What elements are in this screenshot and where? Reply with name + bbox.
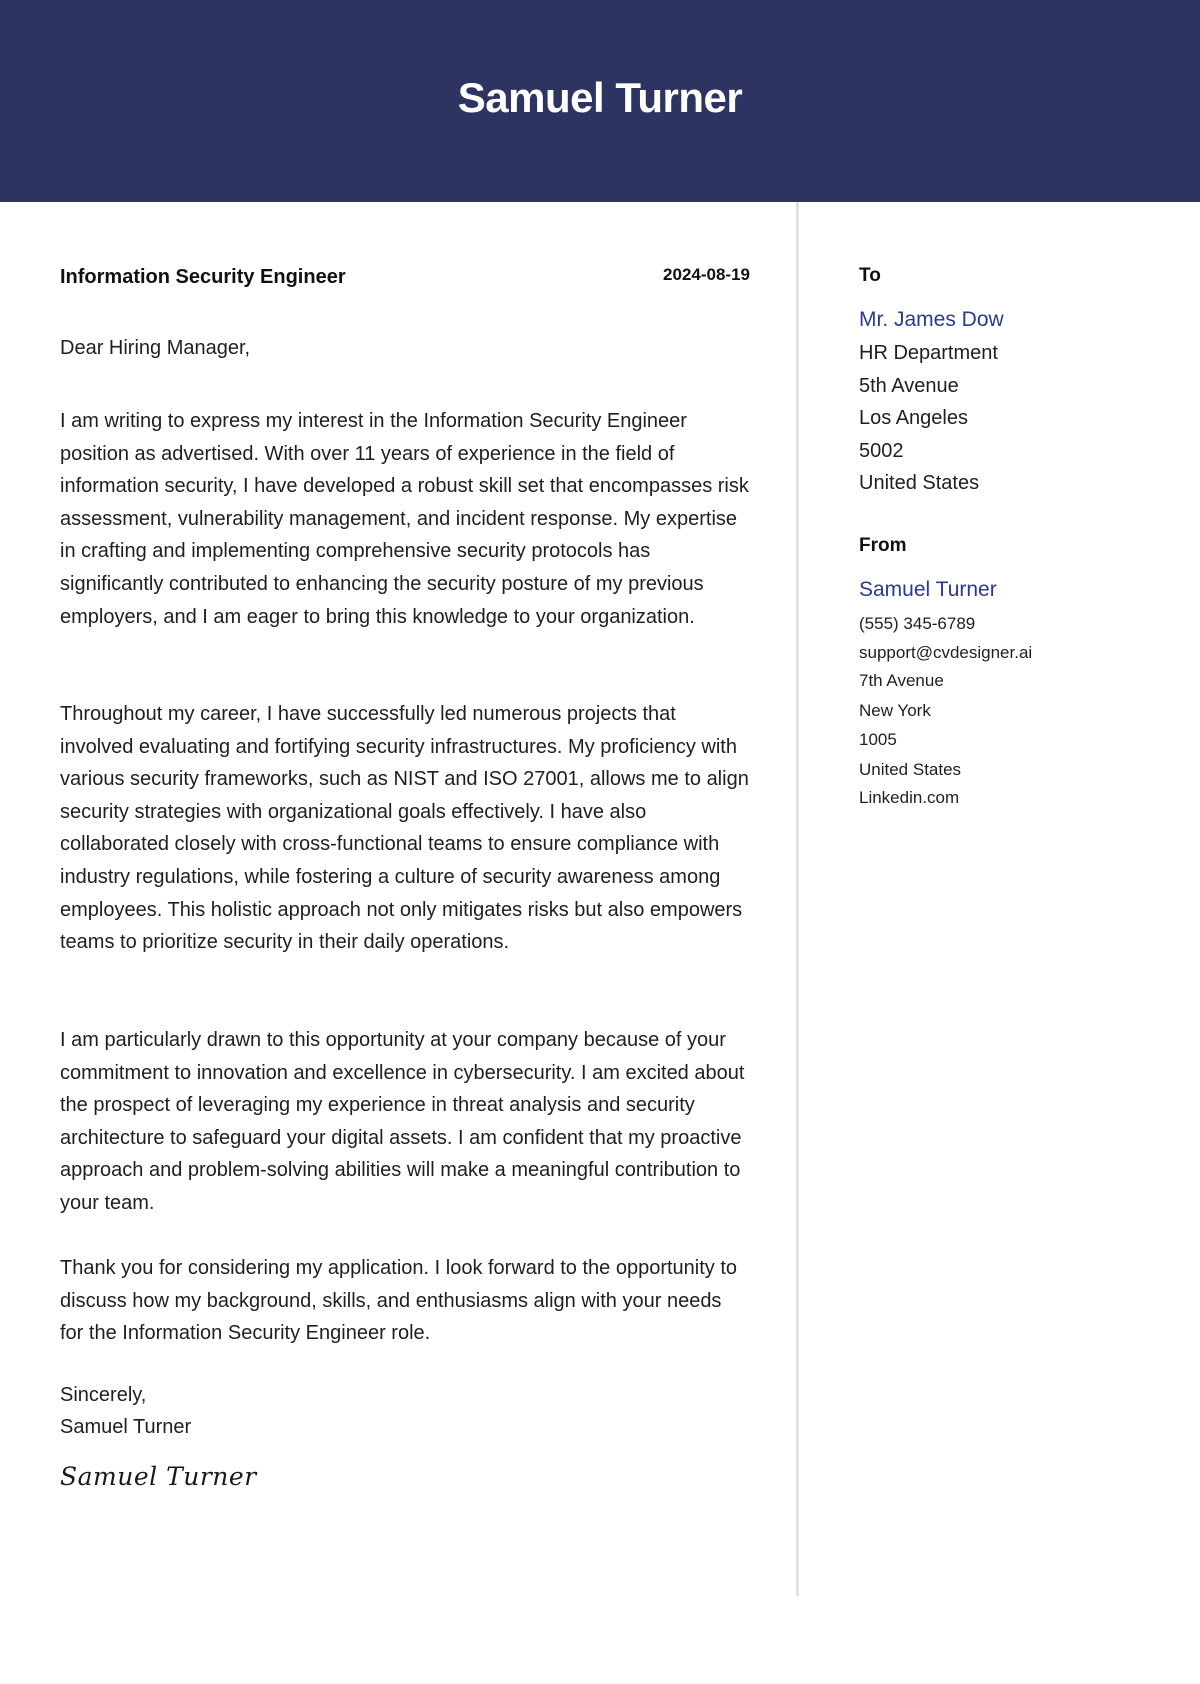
paragraph-1: I am writing to express my interest in the Information Security Engineer position as advertised. With over 11 years of experience in the field of information security, I have developed a robust skill set that encompasses risk assessment, vulnerability management, and incident response. My expertise in crafting and implementing comprehensive security protocols has significantly contributed to enhancing the security posture of my previous employers, and I am eager to bring this knowledge to your organization. — [60, 410, 749, 628]
recipient-street: 5th Avenue — [859, 375, 959, 397]
closing-block — [60, 1379, 191, 1443]
from-label: From — [859, 535, 907, 556]
salutation: Dear Hiring Manager, — [60, 337, 251, 359]
signature: Samuel Turner — [60, 1462, 257, 1491]
header-banner — [0, 0, 1200, 202]
paragraph-4: Thank you for considering my application. I look forward to the opportunity to discuss how my background, skills, and enthusiasms align with your needs for the Information Security Engineer role. — [60, 1257, 738, 1345]
job-row — [60, 262, 750, 294]
sender-country: United States — [859, 760, 962, 779]
paragraph-3: I am particularly drawn to this opportunity at your company because of your commitment to innovation and excellence in cybersecurity. I am excited about the prospect of leveraging my experience in threat analysis and security architecture to safeguard your digital assets. I am confident that my proactive approach and problem-solving abilities will make a meaningful contribution to your team. — [60, 1029, 745, 1214]
letter-date: 2024-08-19 — [663, 265, 750, 284]
recipient-city: Los Angeles — [859, 407, 968, 429]
sender-street: 7th Avenue — [859, 671, 944, 690]
closing-name: Samuel Turner — [60, 1416, 192, 1438]
sender-website: Linkedin.com — [859, 788, 960, 807]
job-title: Information Security Engineer — [60, 266, 346, 288]
letter-body — [60, 262, 750, 1491]
recipient-zip: 5002 — [859, 440, 904, 462]
sender-name: Samuel Turner — [859, 578, 997, 601]
sender-phone: (555) 345-6789 — [859, 614, 976, 633]
closing-phrase: Sincerely, — [60, 1384, 147, 1406]
sender-zip: 1005 — [859, 730, 897, 749]
sender-city: New York — [859, 701, 931, 720]
recipient-department: HR Department — [859, 342, 998, 364]
paragraph-2: Throughout my career, I have successfully led numerous projects that involved evaluating and fortifying security infrastructures. My proficiency with various security frameworks, such as NIST and ISO 27001, allows me to align security strategies with organizational goals effectively. I have also collaborated closely with cross-functional teams to ensure compliance with industry regulations, while fostering a culture of security awareness among employees. This holistic approach not only mitigates risks but also empowers teams to prioritize security in their daily operations. — [60, 703, 749, 954]
sender-email: support@cvdesigner.ai — [859, 643, 1033, 662]
recipient-name: Mr. James Dow — [859, 308, 1004, 331]
recipient-country: United States — [859, 472, 980, 494]
header-name: Samuel Turner — [457, 74, 743, 121]
to-label: To — [859, 265, 881, 286]
column-divider — [796, 202, 799, 1596]
